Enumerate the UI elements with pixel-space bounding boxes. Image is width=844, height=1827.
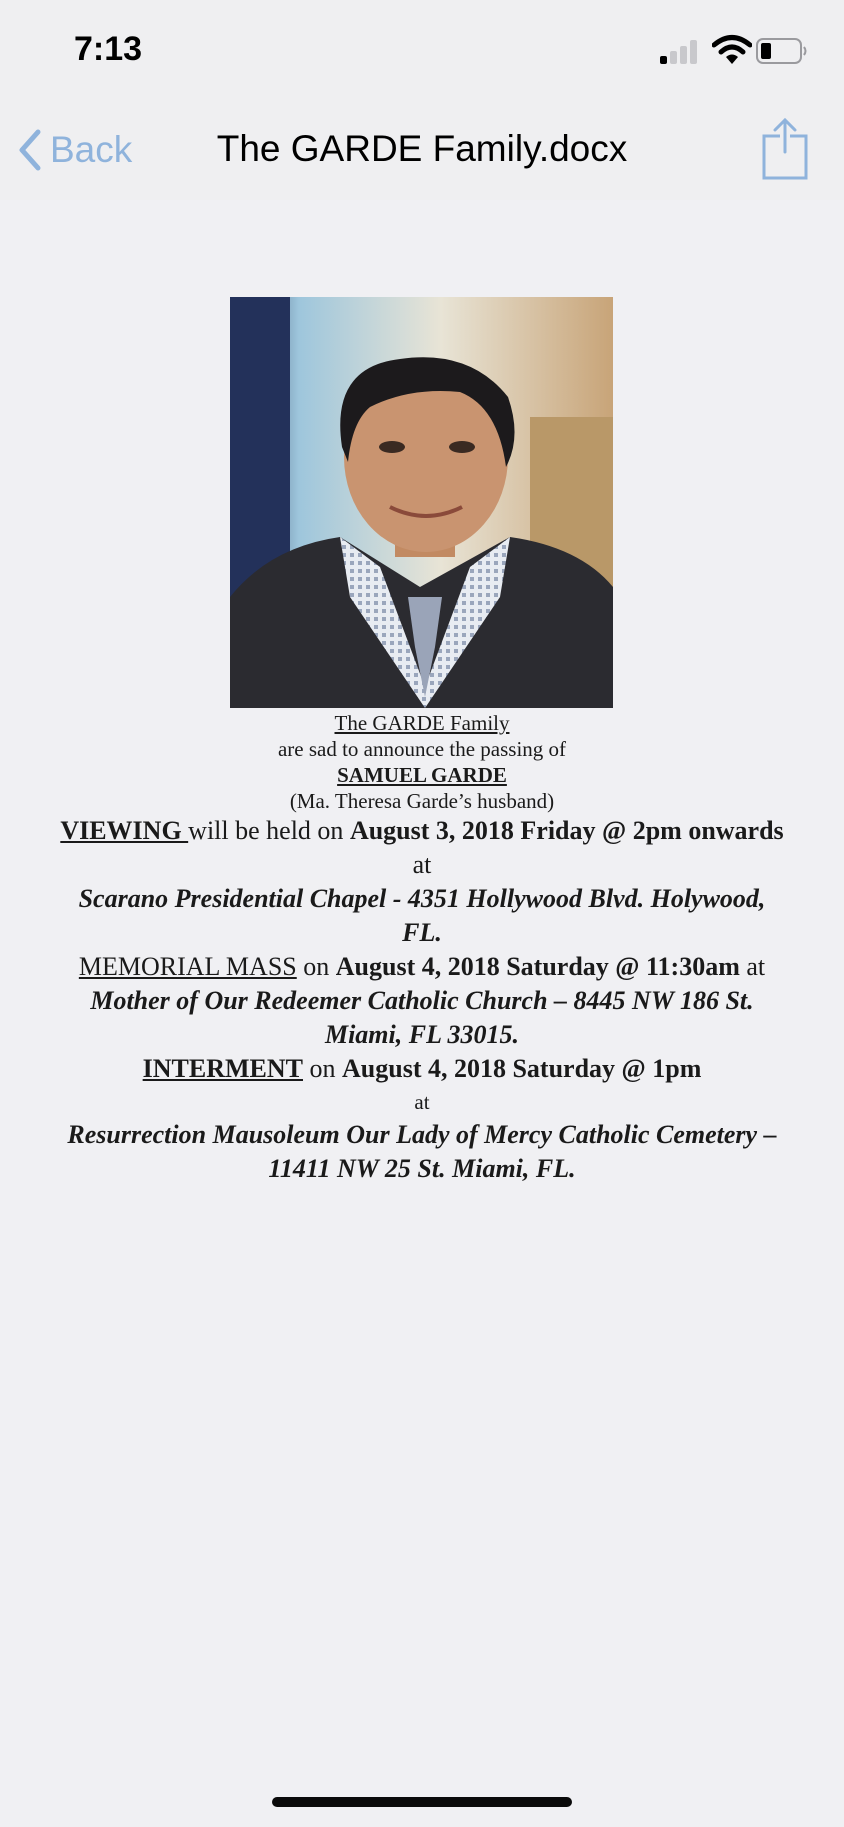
mass-text: on <box>296 952 336 981</box>
viewing-section <box>60 814 784 882</box>
mass-place: Mother of Our Redeemer Catholic Church – 8445 NW 186 St. Miami, FL 33015. <box>90 986 754 1049</box>
mass-label: MEMORIAL MASS <box>78 952 297 981</box>
interment-section <box>60 1052 784 1086</box>
interment-date: August 4, 2018 Saturday @ 1pm <box>342 1054 702 1083</box>
battery-icon <box>756 38 808 64</box>
home-indicator[interactable] <box>272 1797 572 1807</box>
interment-at: at <box>414 1090 430 1114</box>
relation-line: (Ma. Theresa Garde’s husband) <box>289 789 555 813</box>
document-title-text: The GARDE Family.docx <box>216 128 628 169</box>
mass-at: at <box>739 952 766 981</box>
viewing-at: at <box>412 850 432 879</box>
signal-icon <box>660 36 700 64</box>
wifi-icon <box>712 34 752 66</box>
status-bar <box>0 0 844 100</box>
interment-label: INTERMENT <box>142 1054 303 1083</box>
navigation-bar <box>0 100 844 200</box>
announcement-text <box>60 710 784 1186</box>
interment-text: on <box>303 1054 342 1083</box>
interment-place: Resurrection Mausoleum Our Lady of Mercy Catholic Cemetery – 11411 NW 25 St. Miami, FL. <box>67 1120 777 1183</box>
deceased-name: SAMUEL GARDE <box>337 763 507 787</box>
status-time: 7:13 <box>74 30 143 68</box>
mass-section <box>60 950 784 984</box>
share-icon[interactable] <box>760 116 810 182</box>
viewing-text: will be held on <box>188 816 350 845</box>
back-button[interactable] <box>18 124 132 176</box>
back-label: Back <box>50 129 133 170</box>
chevron-left-icon <box>18 128 42 172</box>
portrait-photo <box>230 297 613 708</box>
announce-line: are sad to announce the passing of <box>277 737 567 761</box>
viewing-label: VIEWING <box>60 816 189 845</box>
viewing-date: August 3, 2018 Friday @ 2pm onwards <box>349 816 784 845</box>
mass-date: August 4, 2018 Saturday @ 11:30am <box>335 952 740 981</box>
viewing-place: Scarano Presidential Chapel - 4351 Hollywood Blvd. Holywood, FL. <box>78 884 766 947</box>
family-line: The GARDE Family <box>334 711 510 735</box>
document-view[interactable] <box>0 200 844 1740</box>
